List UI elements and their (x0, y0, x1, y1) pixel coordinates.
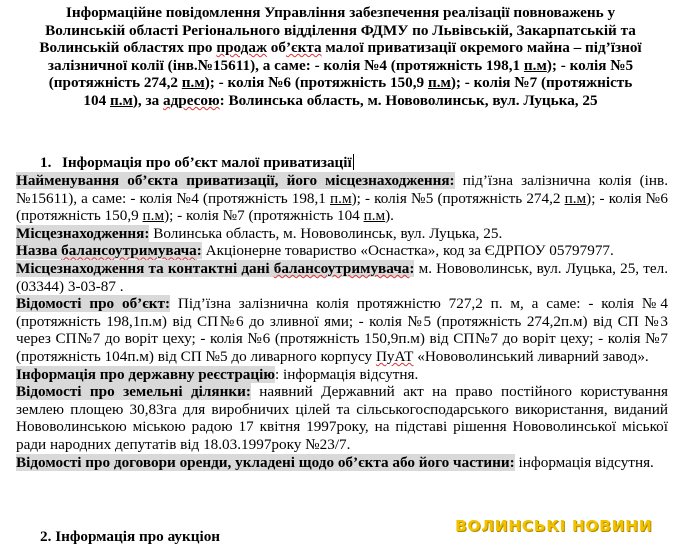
field-label: Найменування об’єкта приватизації, його місцезнаходження: (16, 172, 455, 189)
text-cursor (353, 154, 354, 170)
section-number: 1. (40, 154, 52, 171)
location-paragraph: Місцезнаходження: Волинська область, м. Нововолинськ, вул. Луцька, 25. (16, 224, 503, 242)
field-label: Відомості про об’єкт: (16, 295, 171, 313)
lease-paragraph: Відомості про договори оренди, укладені щодо об’єкта або його частини: інформація відсутня. (16, 453, 654, 471)
object-name-paragraph: Найменування об’єкта приватизації, його місцезнаходження: під’їзна залізнична колія (інв.№15611), а саме: - колія №4 (протяжність 198,1 п.м); - колія №5 (протяжність 274,2 п.м); - колія №6 (протяжність 150,9 п.м); - колія №7 (протяжність 104 п.м). (16, 172, 668, 225)
title-line: Волинській областях про продаж об’єкта малої приватизації окремого майна – під’їзної (39, 39, 642, 57)
field-label: Місцезнаходження та контактні дані балансоутримувача: (16, 259, 415, 277)
registration-paragraph: Інформація про державну реєстрацію: інформація відсутня. (16, 365, 419, 383)
document-title (20, 4, 661, 110)
field-label: Відомості про договори оренди, укладені щодо об’єкта або його частини: (16, 453, 515, 471)
section-title: Інформація про об’єкт малої приватизації (62, 154, 352, 171)
title-line: Інформаційне повідомлення Управління забезпечення реалізації повноважень у (65, 4, 616, 21)
title-line: (протяжність 274,2 п.м); - колія №6 (протяжність 150,9 п.м); - колія №7 (протяжність (48, 74, 633, 92)
title-line: 104 п.м), за адресою: Волинська область, м. Нововолинськ, вул. Луцька, 25 (83, 91, 598, 109)
title-line: Волинській області Регіонального відділення ФДМУ по Львівській, Закарпатській та (45, 21, 636, 39)
title-line: залізничної колії (інв.№15611), а саме: - колія №4 (протяжність 198,1 п.м); - колія №5 (47, 56, 634, 74)
land-paragraph: Відомості про земельні ділянки: наявний Державний акт на право постійного користування землею площею 30,83га для виробничих цілей та сільськогосподарського використання, виданий Нововолинською міською радою 17 квітня 1997року, на підставі рішення Нововолинської міської ради народних депутатів від 18.03.1997року №23/7. (16, 383, 668, 453)
cut-off-line: 2. Інформація про аукціон (40, 528, 221, 545)
contact-paragraph: Місцезнаходження та контактні дані балансоутримувача: м. Нововолинськ, вул. Луцька, 25, тел.(03344) 3-03-87 . (16, 259, 668, 295)
field-label: Відомості про земельні ділянки: (16, 383, 251, 401)
field-label: Інформація про державну реєстрацію (16, 365, 275, 383)
field-label: Місцезнаходження: (16, 224, 150, 242)
object-info-paragraph: Відомості про об’єкт: Під’їзна залізнична колія протяжністю 727,2 п. м, а саме: - колія №4 (протяжність 198,1п.м) від СП№6 до зливної ями; - колія №5 (протяжність 274,2п.м) від СП №3 через СП№7 до воріт цеху; - колія №6 (протяжність 150,9п.м) від СП№7 до воріт цеху; - колія №7 (протяжність 104п.м) від СП №5 до ливарного корпусу ПуАТ «Нововолинський ливарний завод». (16, 295, 668, 365)
watermark-logo: ВОЛИНСЬКІ НОВИНИ (455, 517, 653, 535)
document-body (16, 172, 668, 471)
field-label: Назва балансоутримувача: (16, 242, 202, 260)
holder-paragraph: Назва балансоутримувача: Акціонерне товариство «Оснастка», код за ЄДРПОУ 05797977. (16, 242, 614, 260)
section-heading (40, 154, 354, 172)
